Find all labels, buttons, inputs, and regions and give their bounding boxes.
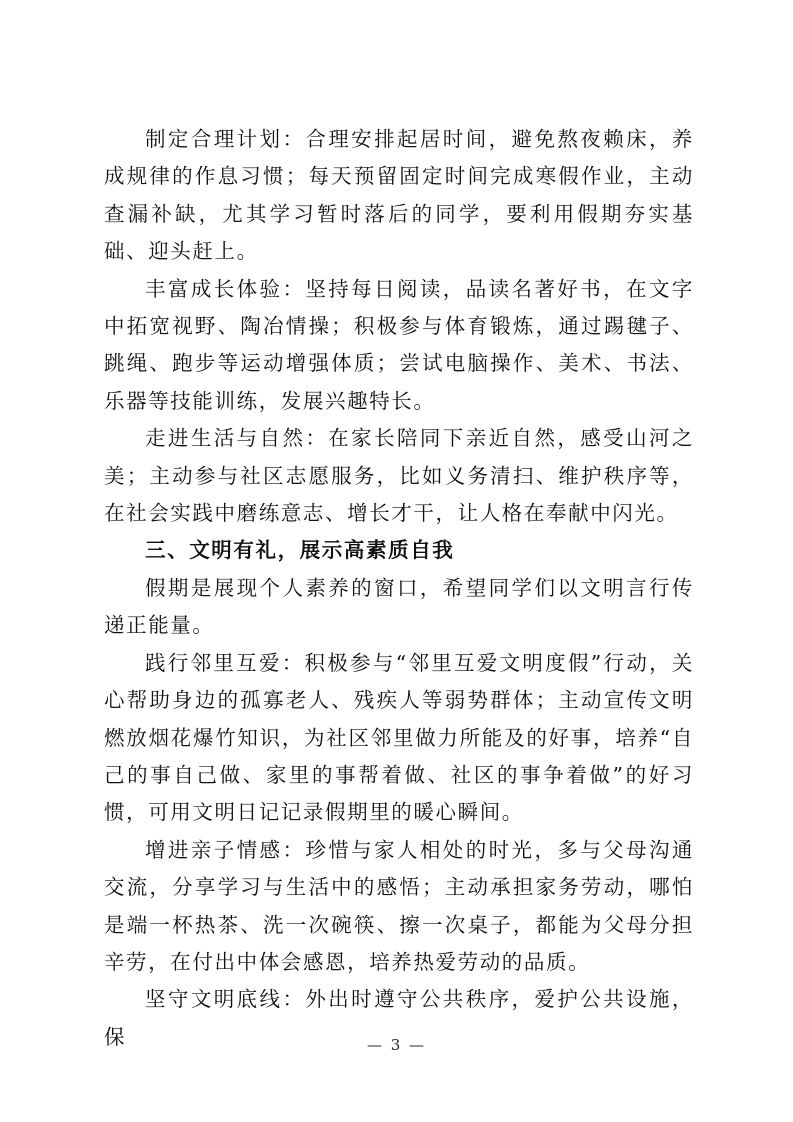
paragraph-plan: 制定合理计划：合理安排起居时间，避免熬夜赖床，养成规律的作息习惯；每天预留固定时间完成寒假作业，主动查漏补缺，尤其学习暂时落后的同学，要利用假期夯实基础、迎头赶上。 [104, 127, 694, 264]
paragraph-nature: 走进生活与自然：在家长陪同下亲近自然，感受山河之美；主动参与社区志愿服务，比如义务清扫、维护秩序等，在社会实践中磨练意志、增长才干，让人格在奉献中闪光。 [104, 426, 694, 526]
paragraph-civility: 坚守文明底线：外出时遵守公共秩序，爱护公共设施，保 [104, 987, 694, 1049]
section-heading: 三、文明有礼，展示高素质自我 [145, 538, 455, 563]
paragraph-growth: 丰富成长体验：坚持每日阅读，品读名著好书，在文字中拓宽视野、陶冶情操；积极参与体育锻炼，通过踢毽子、跳绳、跑步等运动增强体质；尝试电脑操作、美术、书法、乐器等技能训练，发展兴趣特长。 [104, 276, 694, 413]
paragraph-intro: 假期是展现个人素养的窗口，希望同学们以文明言行传递正能量。 [104, 575, 694, 638]
page-number: — 3 — [366, 1036, 427, 1054]
document-body [104, 121, 694, 1056]
paragraph-family: 增进亲子情感：珍惜与家人相处的时光，多与父母沟通交流，分享学习与生活中的感悟；主动承担家务劳动，哪怕是端一杯热茶、洗一次碗筷、擦一次桌子，都能为父母分担辛劳，在付出中体会感恩，培养热爱劳动的品质。 [104, 837, 694, 974]
paragraph-neighbors: 践行邻里互爱：积极参与“邻里互爱文明度假”行动，关心帮助身边的孤寡老人、残疾人等弱势群体；主动宣传文明燃放烟花爆竹知识，为社区邻里做力所能及的好事，培养“自己的事自己做、家里的事帮着做、社区的事争着做”的好习惯，可用文明日记记录假期里的暖心瞬间。 [104, 650, 694, 825]
